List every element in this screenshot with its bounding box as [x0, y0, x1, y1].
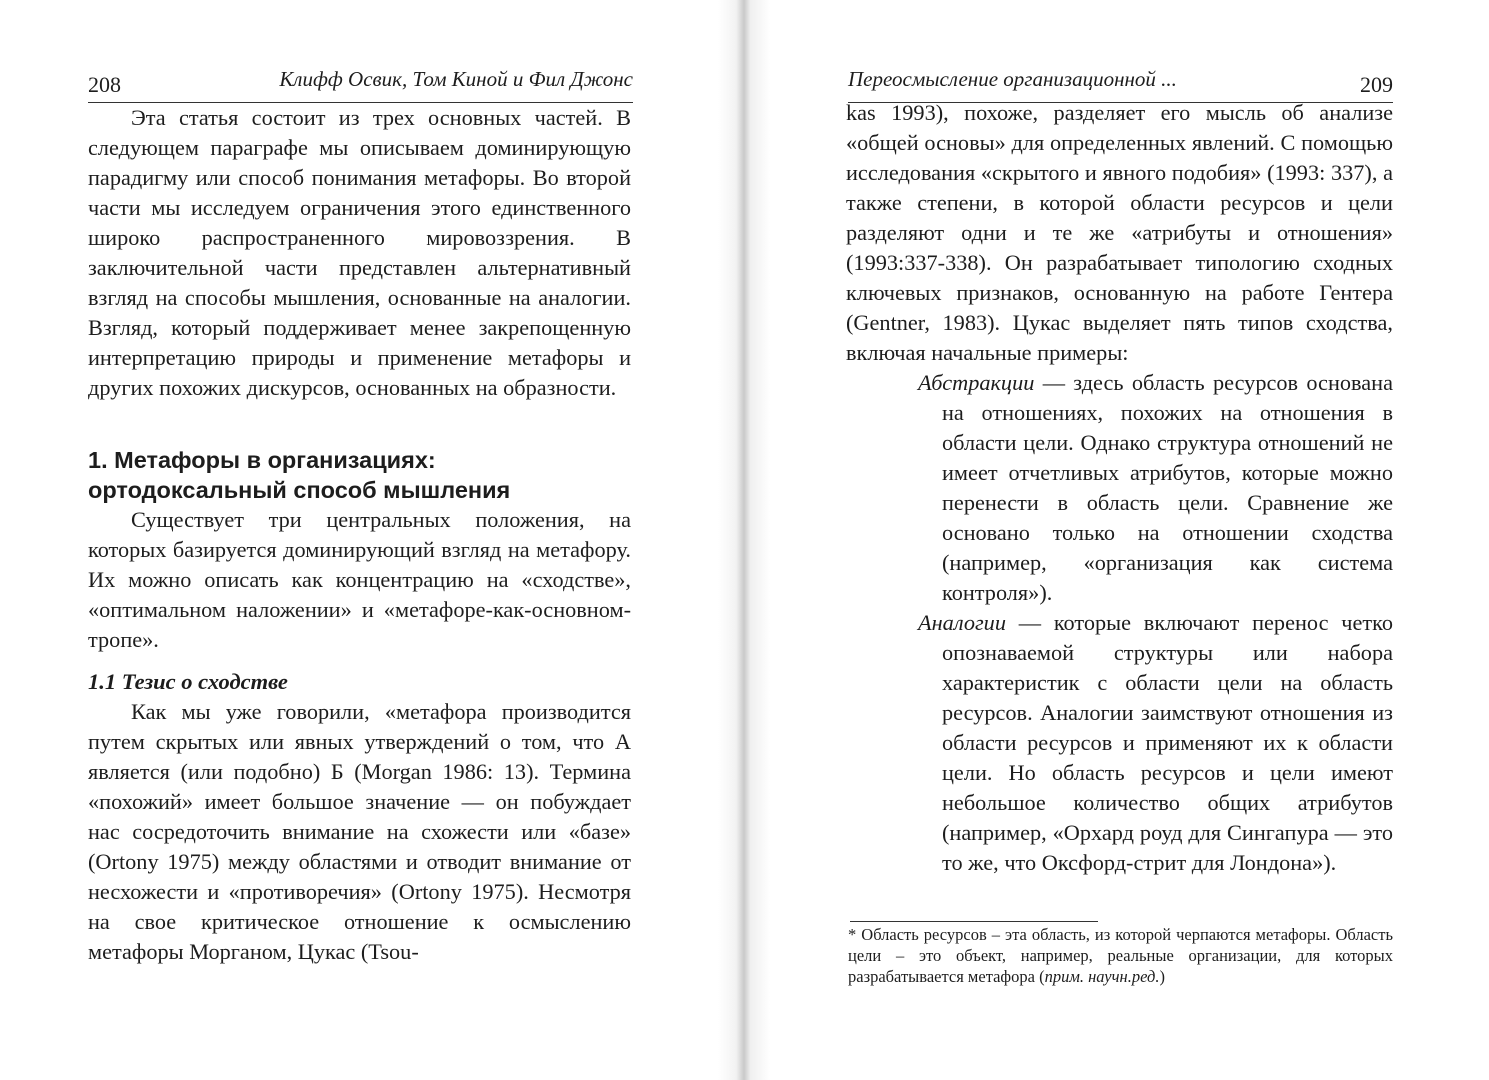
footnote [848, 924, 1393, 987]
section-heading-line1: 1. Метафоры в организациях: [88, 447, 436, 473]
definition-list [846, 368, 1393, 878]
definition-term: Аналогии [918, 610, 1006, 635]
left-page-number: 208 [88, 72, 121, 97]
right-running-head: Переосмысление организационной ... [848, 67, 1177, 91]
continuation-paragraph: kas 1993), похоже, разделяет его мысль об анализе «общей основы» для определенных явлений. С помощью исследования «скрытого и явного подобия» (1993: 337), а также степени, в которой области ресурсов и цели разделяют одни и те же «атрибуты и отношения» (1993:337-338). Он разрабатывает типологию сходных ключевых признаков, основанную на работе Гентера (Gentner, 1983). Цукас выделяет пять типов сходства, включая начальные примеры: [846, 100, 1393, 365]
definition-analogies [918, 608, 1393, 878]
definition-text: — здесь область ресурсов основана на отношениях, похожих на отношения в области цели. Однако структура отношений не имеет отчетливых атрибутов, которые можно перенести в область цели. Сравнение же основано только на отношении сходства (например, «организация как система контроля»). [942, 370, 1393, 605]
footnote-rule [850, 921, 1098, 922]
subsection-heading: 1.1 Тезис о сходстве [88, 669, 288, 694]
section-paragraph: Существует три центральных положения, на которых базируется доминирующий взгляд на метафору. Их можно описать как концентрацию на «сходстве», «оптимальном наложении» и «метафоре-как-основном-тропе». [88, 507, 631, 652]
intro-paragraph: Эта статья состоит из трех основных частей. В следующем параграфе мы описываем доминирующую парадигму или способ понимания метафоры. Во второй части мы исследуем ограничения этого единственного широко распространенного мировоззрения. В заключительной части представлен альтернативный взгляд на способы мышления, основанные на аналогии. Взгляд, который поддерживает менее закрепощенную интерпретацию природы и применение метафоры и других похожих дискурсов, основанных на образности. [88, 105, 631, 400]
book-gutter [718, 0, 770, 1080]
right-page [770, 0, 1489, 1080]
left-page [0, 0, 718, 1080]
right-running-header [848, 62, 1393, 103]
footnote-close: ) [1159, 967, 1165, 986]
definition-text: — которые включают перенос четко опознаваемой структуры или набора характеристик с области цели на область ресурсов. Аналогии заимствуют отношения из области ресурсов и применяют их к области цели. Но область ресурсов и цели имеют небольшое количество общих атрибутов (например, «Орхард роуд для Сингапура — это то же, что Оксфорд-стрит для Лондона»). [942, 610, 1393, 875]
definition-abstractions [918, 368, 1393, 608]
footnote-text: * Область ресурсов – эта область, из которой черпаются метафоры. Область цели – это объект, например, реальные организации, для которых разрабатывается метафора ( [848, 925, 1393, 986]
right-page-number: 209 [1360, 72, 1393, 97]
definition-term: Абстракции [918, 370, 1035, 395]
left-running-header [88, 62, 633, 103]
left-page-body [88, 103, 631, 967]
subsection-paragraph: Как мы уже говорили, «метафора производится путем скрытых или явных утверждений о том, что А является (или подобно) Б (Morgan 1986: 13). Термина «похожий» имеет большое значение — он побуждает нас сосредоточить внимание на схожести или «базе» (Ortony 1975) между областями и отводит внимание от несхожести и «противоречия» (Ortony 1975). Несмотря на свое критическое отношение к осмыслению метафоры Морганом, Цукас (Tsou- [88, 699, 631, 964]
left-running-head: Клифф Освик, Том Киной и Фил Джонс [279, 67, 633, 91]
footnote-editor-note: прим. научн.ред. [1044, 967, 1160, 986]
right-page-body [846, 98, 1393, 878]
section-heading-line2: ортодоксальный способ мышления [88, 477, 511, 503]
